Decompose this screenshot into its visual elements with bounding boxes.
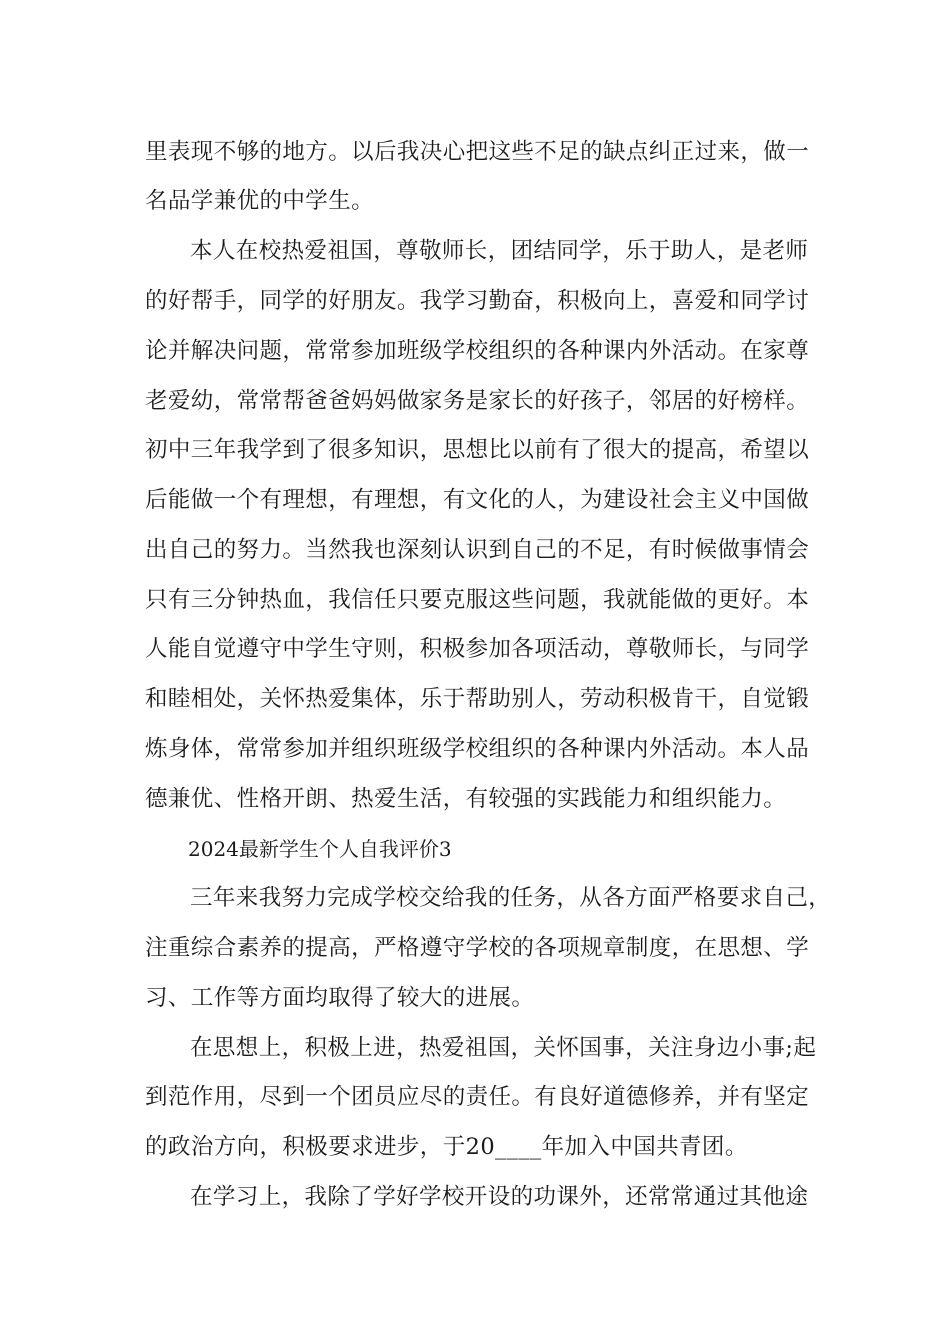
text-line: 只有三分钟热血，我信任只要克服这些问题，我就能做的更好。本 xyxy=(145,587,810,613)
text-line: 和睦相处，关怀热爱集体，乐于帮助别人，劳动积极肯干，自觉锻 xyxy=(145,686,810,712)
paragraph-start-line: 三年来我努力完成学校交给我的任务，从各方面严格要求自己， xyxy=(190,885,832,911)
text-line: 论并解决问题，常常参加班级学校组织的各种课内外活动。在家尊 xyxy=(145,338,810,364)
text-line: 炼身体，常常参加并组织班级学校组织的各种课内外活动。本人品 xyxy=(145,736,810,762)
text-line: 出自己的努力。当然我也深刻认识到自己的不足，有时候做事情会 xyxy=(145,537,810,563)
text-line: 初中三年我学到了很多知识，思想比以前有了很大的提高，希望以 xyxy=(145,437,810,463)
text-line: 人能自觉遵守中学生守则，积极参加各项活动，尊敬师长，与同学 xyxy=(145,636,810,662)
text-line: 后能做一个有理想，有理想，有文化的人，为建设社会主义中国做 xyxy=(145,487,810,513)
section-heading: 2024最新学生个人自我评价3 xyxy=(188,837,452,861)
text-line: 德兼优、性格开朗、热爱生活，有较强的实践能力和组织能力。 xyxy=(145,786,787,812)
paragraph-start-line: 在学习上，我除了学好学校开设的功课外，还常常通过其他途 xyxy=(190,1184,809,1210)
text-line: 里表现不够的地方。以后我决心把这些不足的缺点纠正过来，做一 xyxy=(145,139,810,165)
text-line: 老爱幼，常常帮爸爸妈妈做家务是家长的好孩子，邻居的好榜样。 xyxy=(145,388,810,414)
paragraph-start-line: 在思想上，积极上进，热爱祖国，关怀国事，关注身边小事;起 xyxy=(190,1035,817,1061)
text-line: 的好帮手，同学的好朋友。我学习勤奋，积极向上，喜爱和同学讨 xyxy=(145,288,810,314)
text-line: 名品学兼优的中学生。 xyxy=(145,188,375,214)
text-line: 的政治方向，积极要求进步，于20____年加入中国共青团。 xyxy=(145,1134,748,1160)
text-line: 到范作用，尽到一个团员应尽的责任。有良好道德修养，并有坚定 xyxy=(145,1084,810,1110)
text-line: 注重综合素养的提高，严格遵守学校的各项规章制度，在思想、学 xyxy=(145,935,810,961)
text-line: 习、工作等方面均取得了较大的进展。 xyxy=(145,985,535,1011)
paragraph-start-line: 本人在校热爱祖国，尊敬师长，团结同学，乐于助人，是老师 xyxy=(190,238,809,264)
